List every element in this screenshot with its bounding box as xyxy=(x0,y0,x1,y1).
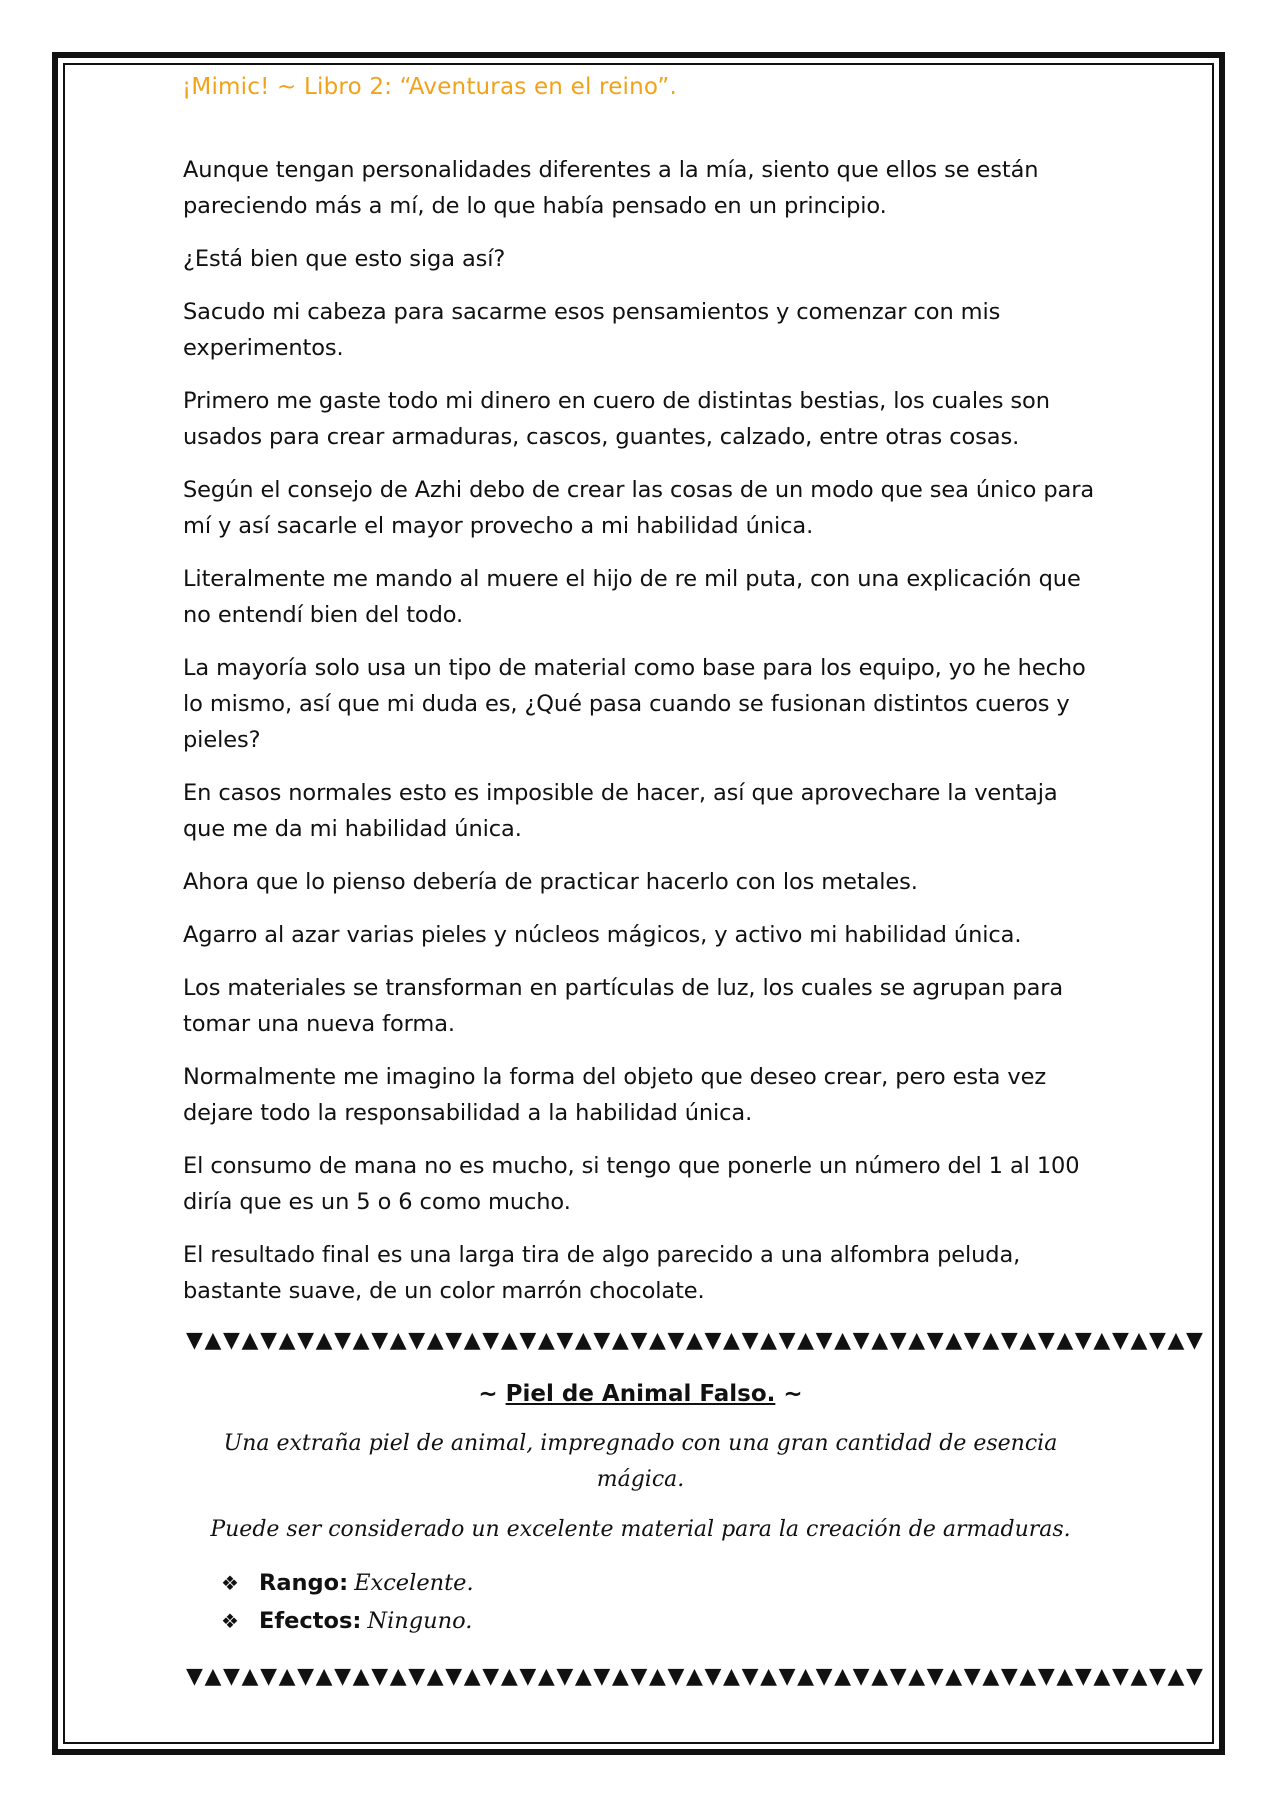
paragraph: Ahora que lo pienso debería de practicar hacerlo con los metales. xyxy=(183,869,918,895)
diamond-bullet-icon: ❖ xyxy=(221,1609,239,1633)
item-attributes xyxy=(221,1564,1098,1640)
attribute-label: Rango: xyxy=(259,1570,349,1596)
paragraph: El resultado final es una larga tira de algo parecido a una alfombra peluda, bastante suave, de un color marrón chocolate. xyxy=(183,1242,1021,1304)
paragraph: El consumo de mana no es mucho, si tengo que ponerle un número del 1 al 100 diría que es un 5 o 6 como mucho. xyxy=(183,1153,1080,1215)
item-title-prefix: ~ xyxy=(478,1381,506,1407)
paragraph: ¿Está bien que esto siga así? xyxy=(183,246,506,272)
paragraph: Agarro al azar varias pieles y núcleos mágicos, y activo mi habilidad única. xyxy=(183,922,1022,948)
paragraph: Normalmente me imagino la forma del objeto que deseo crear, pero esta vez dejare todo la responsabilidad a la habilidad única. xyxy=(183,1064,1047,1126)
item-description-1: Una extraña piel de animal, impregnado con una gran cantidad de esencia mágica. xyxy=(223,1431,1058,1492)
item-title xyxy=(183,1376,1098,1412)
paragraph: En casos normales esto es imposible de hacer, así que aprovechare la ventaja que me da mi habilidad única. xyxy=(183,780,1058,842)
triangle-divider-top: ▼▲▼▲▼▲▼▲▼▲▼▲▼▲▼▲▼▲▼▲▼▲▼▲▼▲▼▲▼▲▼▲▼▲▼▲▼▲▼▲▼▲▼▲▼▲▼▲▼▲▼▲▼▲▼ xyxy=(186,1328,1205,1353)
attribute-rango xyxy=(221,1564,1098,1602)
triangle-divider-bottom: ▼▲▼▲▼▲▼▲▼▲▼▲▼▲▼▲▼▲▼▲▼▲▼▲▼▲▼▲▼▲▼▲▼▲▼▲▼▲▼▲▼▲▼▲▼▲▼▲▼▲▼▲▼▲▼ xyxy=(186,1664,1205,1689)
running-header: ¡Mimic! ~ Libro 2: “Aventuras en el reino”. xyxy=(182,74,677,100)
attribute-label: Efectos: xyxy=(259,1608,362,1634)
diamond-bullet-icon: ❖ xyxy=(221,1571,239,1595)
item-title-suffix: ~ xyxy=(775,1381,803,1407)
paragraph: Literalmente me mando al muere el hijo de re mil puta, con una explicación que no entendí bien del todo. xyxy=(183,566,1081,628)
paragraph: Según el consejo de Azhi debo de crear las cosas de un modo que sea único para mí y así sacarle el mayor provecho a mi habilidad única. xyxy=(183,477,1095,539)
item-name: Piel de Animal Falso. xyxy=(505,1381,776,1407)
paragraph: La mayoría solo usa un tipo de material como base para los equipo, yo he hecho lo mismo, así que mi duda es, ¿Qué pasa cuando se fusionan distintos cueros y pieles? xyxy=(183,655,1086,753)
page-body xyxy=(183,152,1205,1692)
item-description-2: Puede ser considerado un excelente material para la creación de armaduras. xyxy=(210,1517,1071,1542)
attribute-efectos xyxy=(221,1602,1098,1640)
attribute-value: Ninguno. xyxy=(367,1608,473,1634)
paragraph: Primero me gaste todo mi dinero en cuero de distintas bestias, los cuales son usados para crear armaduras, cascos, guantes, calzado, entre otras cosas. xyxy=(183,388,1050,450)
paragraph: Sacudo mi cabeza para sacarme esos pensamientos y comenzar con mis experimentos. xyxy=(183,299,1001,361)
paragraph: Aunque tengan personalidades diferentes a la mía, siento que ellos se están pareciendo más a mí, de lo que había pensado en un principio. xyxy=(183,157,1039,219)
paragraph: Los materiales se transforman en partículas de luz, los cuales se agrupan para tomar una nueva forma. xyxy=(183,975,1064,1037)
attribute-value: Excelente. xyxy=(354,1570,474,1596)
